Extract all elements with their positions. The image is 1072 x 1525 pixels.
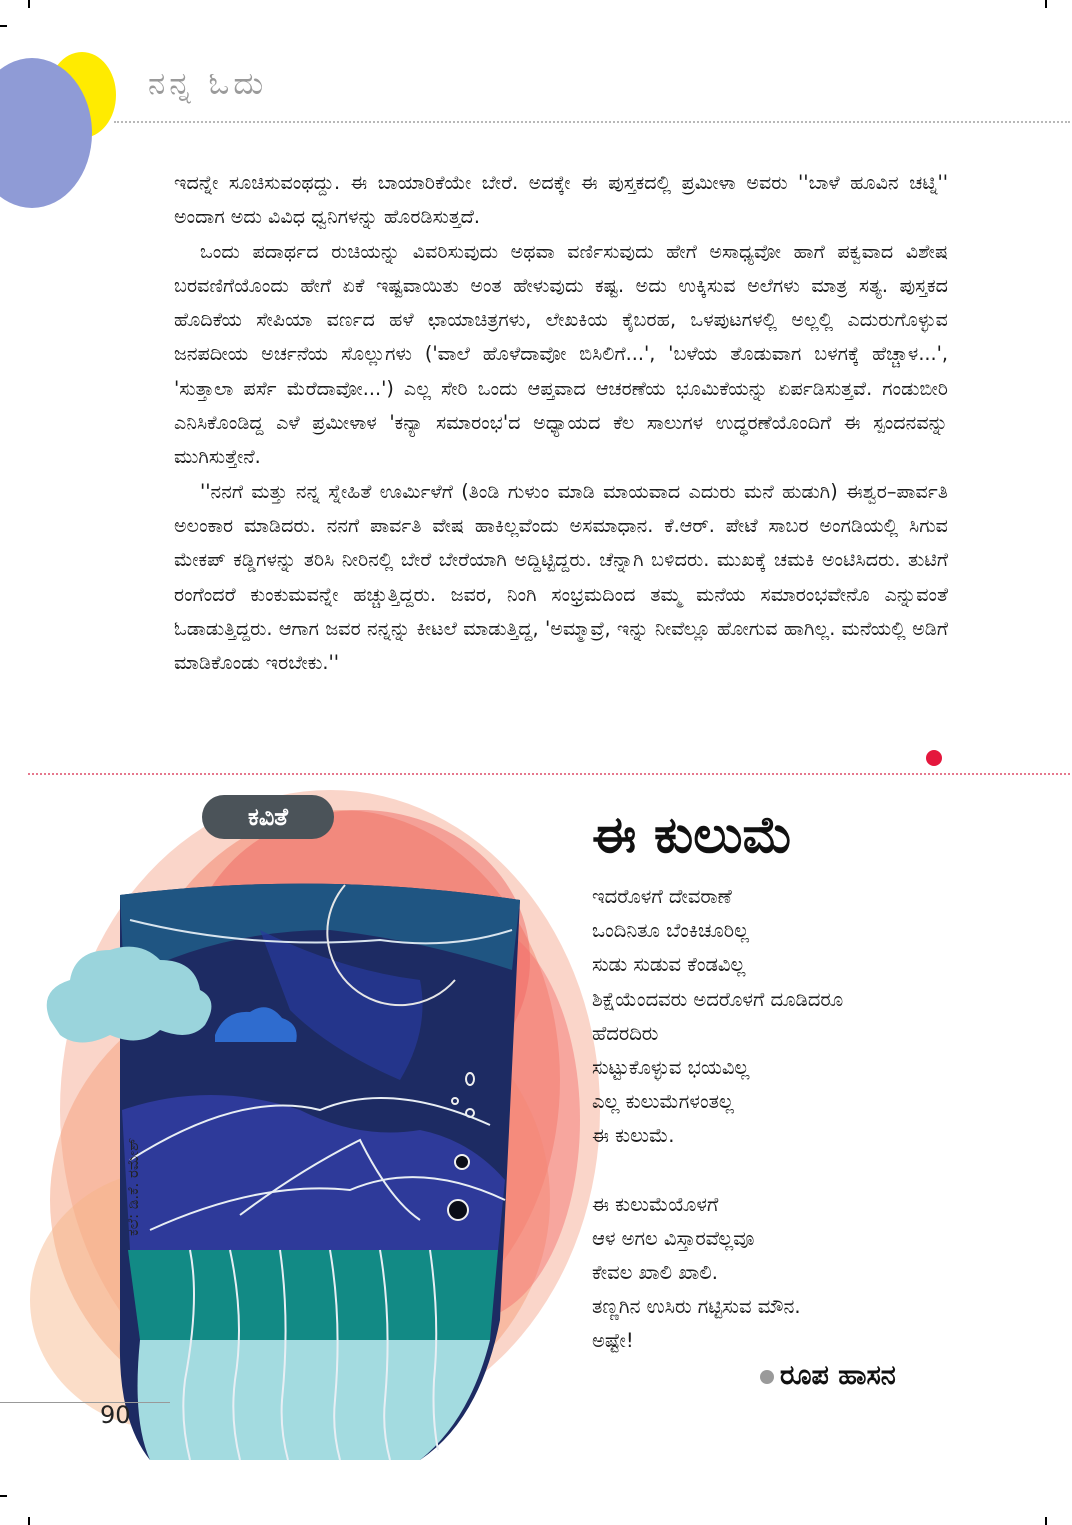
poem-line: ಇದರೊಳಗೆ ದೇವರಾಣೆ bbox=[592, 885, 732, 908]
poem-title: ಈ ಕುಲುಮೆ bbox=[592, 806, 793, 865]
crop-mark bbox=[1045, 0, 1047, 8]
page-number: 90 bbox=[100, 1401, 131, 1429]
poem-line: ಸುಟ್ಟುಕೊಳ್ಳುವ ಭಯವಿಲ್ಲ bbox=[592, 1056, 750, 1080]
crop-mark bbox=[28, 0, 30, 8]
end-of-article-dot bbox=[926, 750, 942, 766]
bullet-icon bbox=[760, 1370, 774, 1384]
poem-line: ತಣ್ಣಗಿನ ಉಸಿರು ಗಟ್ಟಿಸುವ ಮೌನ. bbox=[592, 1295, 801, 1319]
crop-mark bbox=[0, 25, 7, 27]
crop-mark bbox=[1045, 1517, 1047, 1525]
paragraph: ಇದನ್ನೇ ಸೂಚಿಸುವಂಥದ್ದು. ಈ ಬಾಯಾರಿಕೆಯೇ ಬೇರೆ. ಅದಕ್ಕೇ ಈ ಪುಸ್ತಕದಲ್ಲಿ ಪ್ರಮೀಳಾ ಅವರು ''ಬಾಳೆ ಹೂವಿನ ಚಟ್ನಿ'' ಅಂದಾಗ ಅದು ವಿವಿಧ ಧ್ವನಿಗಳನ್ನು ಹೊರಡಿಸುತ್ತದೆ. bbox=[174, 171, 948, 229]
poem-line: ಒಂದಿನಿತೂ ಬೆಂಕಿಚೂರಿಲ್ಲ bbox=[592, 919, 750, 943]
poem-line: ಹೆದರದಿರು bbox=[592, 1021, 659, 1045]
poem-line: ಶಿಕ್ಷೆಯೆಂದವರು ಅದರೊಳಗೆ ದೂಡಿದರೂ bbox=[592, 987, 844, 1011]
poem-line: ಅಷ್ಟೇ! bbox=[592, 1329, 634, 1353]
author-name: ರೂಪ ಹಾಸನ bbox=[780, 1360, 896, 1391]
stanza-gap bbox=[592, 1154, 1012, 1188]
article-body bbox=[174, 166, 948, 680]
poem-body bbox=[592, 880, 1012, 1359]
poem-line: ಕೇವಲ ಖಾಲಿ ಖಾಲಿ. bbox=[592, 1261, 718, 1285]
poem-line: ಈ ಕುಲುಮೆಯೊಳಗೆ bbox=[592, 1192, 719, 1216]
paragraph: ಒಂದು ಪದಾರ್ಥದ ರುಚಿಯನ್ನು ವಿವರಿಸುವುದು ಅಥವಾ ವರ್ಣಿಸುವುದು ಹೇಗೆ ಅಸಾಧ್ಯವೋ ಹಾಗೆ ಪಕ್ವವಾದ ವಿಶೇಷ ಬರವಣಿಗೆಯೊಂದು ಹೇಗೆ ಏಕೆ ಇಷ್ಟವಾಯಿತು ಅಂತ ಹೇಳುವುದು ಕಷ್ಟ. ಅದು ಉಕ್ಕಿಸುವ ಅಲೆಗಳು ಮಾತ್ರ ಸತ್ಯ. ಪುಸ್ತಕದ ಹೊದಿಕೆಯ ಸೇಪಿಯಾ ವರ್ಣದ ಹಳೆ ಛಾಯಾಚಿತ್ರಗಳು, ಲೇಖಕಿಯ ಕೈಬರಹ, ಒಳಪುಟಗಳಲ್ಲಿ ಅಲ್ಲಲ್ಲಿ ಎದುರುಗೊಳ್ಳುವ ಜನಪದೀಯ ಅರ್ಚನೆಯ ಸೊಲ್ಲುಗಳು ('ವಾಲೆ ಹೊಳೆದಾವೋ ಬಿಸಿಲಿಗೆ...', 'ಬಳೆಯ ತೊಡುವಾಗ ಬಳಗಕ್ಕೆ ಹೆಚ್ಚಾಳ...', 'ಸುತ್ತಾಲಾ ಪರ್ಸೆ ಮೆರೆದಾವೋ...') ಎಲ್ಲ ಸೇರಿ ಒಂದು ಆಪ್ತವಾದ ಆಚರಣೆಯ ಭೂಮಿಕೆಯನ್ನು ಏರ್ಪಡಿಸುತ್ತವೆ. ಗಂಡುಬೀರಿ ಎನಿಸಿಕೊಂಡಿದ್ದ ಎಳೆ ಪ್ರಮೀಳಾಳ 'ಕನ್ಯಾ ಸಮಾರಂಭ'ದ ಅಧ್ಯಾಯದ ಕೆಲ ಸಾಲುಗಳ ಉದ್ಧರಣೆಯೊಂದಿಗೆ ಈ ಸ್ಪಂದನವನ್ನು ಮುಗಿಸುತ್ತೇನೆ. bbox=[174, 239, 948, 469]
section-divider bbox=[28, 773, 1070, 775]
section-title: ನನ್ನ ಓದು bbox=[148, 66, 268, 102]
poem-tag: ಕವಿತೆ bbox=[202, 795, 334, 839]
poem-line: ಸುಡು ಸುಡುವ ಕೆಂಡವಿಲ್ಲ bbox=[592, 953, 746, 977]
poem-line: ಈ ಕುಲುಮೆ. bbox=[592, 1124, 675, 1148]
poem-line: ಎಲ್ಲ ಕುಲುಮೆಗಳಂತಲ್ಲ bbox=[592, 1090, 734, 1114]
art-credit: ಕಲೆ: ಡಿ.ಕೆ. ರಮೇಶ್ bbox=[124, 1137, 142, 1236]
paragraph: ''ನನಗೆ ಮತ್ತು ನನ್ನ ಸ್ನೇಹಿತೆ ಊರ್ಮಿಳೆಗೆ (ತಿಂಡಿ ಗುಳುಂ ಮಾಡಿ ಮಾಯವಾದ ಎದುರು ಮನೆ ಹುಡುಗಿ) ಈಶ್ವರ–ಪಾರ್ವತಿ ಅಲಂಕಾರ ಮಾಡಿದರು. ನನಗೆ ಪಾರ್ವತಿ ವೇಷ ಹಾಕಿಲ್ಲವೆಂದು ಅಸಮಾಧಾನ. ಕೆ.ಆರ್. ಪೇಟೆ ಸಾಬರ ಅಂಗಡಿಯಲ್ಲಿ ಸಿಗುವ ಮೇಕಪ್ ಕಡ್ಡಿಗಳನ್ನು ತರಿಸಿ ನೀರಿನಲ್ಲಿ ಬೇರೆ ಬೇರೆಯಾಗಿ ಅದ್ದಿಟ್ಟಿದ್ದರು. ಚೆನ್ನಾಗಿ ಬಳಿದರು. ಮುಖಕ್ಕೆ ಚಮಕಿ ಅಂಟಿಸಿದರು. ತುಟಿಗೆ ರಂಗೆಂದರೆ ಕುಂಕುಮವನ್ನೇ ಹಚ್ಚುತ್ತಿದ್ದರು. ಜವರ, ನಿಂಗಿ ಸಂಭ್ರಮದಿಂದ ತಮ್ಮ ಮನೆಯ ಸಮಾರಂಭವೇನೊ ಎನ್ನುವಂತೆ ಓಡಾಡುತ್ತಿದ್ದರು. ಆಗಾಗ ಜವರ ನನ್ನನ್ನು ಕೀಟಲೆ ಮಾಡುತ್ತಿದ್ದ, 'ಅಮ್ಮಾವ್ರೆ, ಇನ್ನು ನೀವೆಲ್ಲೂ ಹೋಗುವ ಹಾಗಿಲ್ಲ. ಮನೆಯಲ್ಲಿ ಅಡಿಗೆ ಮಾಡಿಕೊಂಡು ಇರಬೇಕು.'' bbox=[174, 479, 948, 675]
crop-mark bbox=[28, 1517, 30, 1525]
poem-author bbox=[760, 1360, 896, 1392]
crop-mark bbox=[0, 1495, 7, 1497]
header-divider bbox=[114, 121, 1070, 123]
kulume-illustration bbox=[0, 780, 600, 1480]
poem-line: ಆಳ ಅಗಲ ವಿಸ್ತಾರವೆಲ್ಲವೂ bbox=[592, 1226, 755, 1250]
footer-rule bbox=[0, 1402, 170, 1403]
